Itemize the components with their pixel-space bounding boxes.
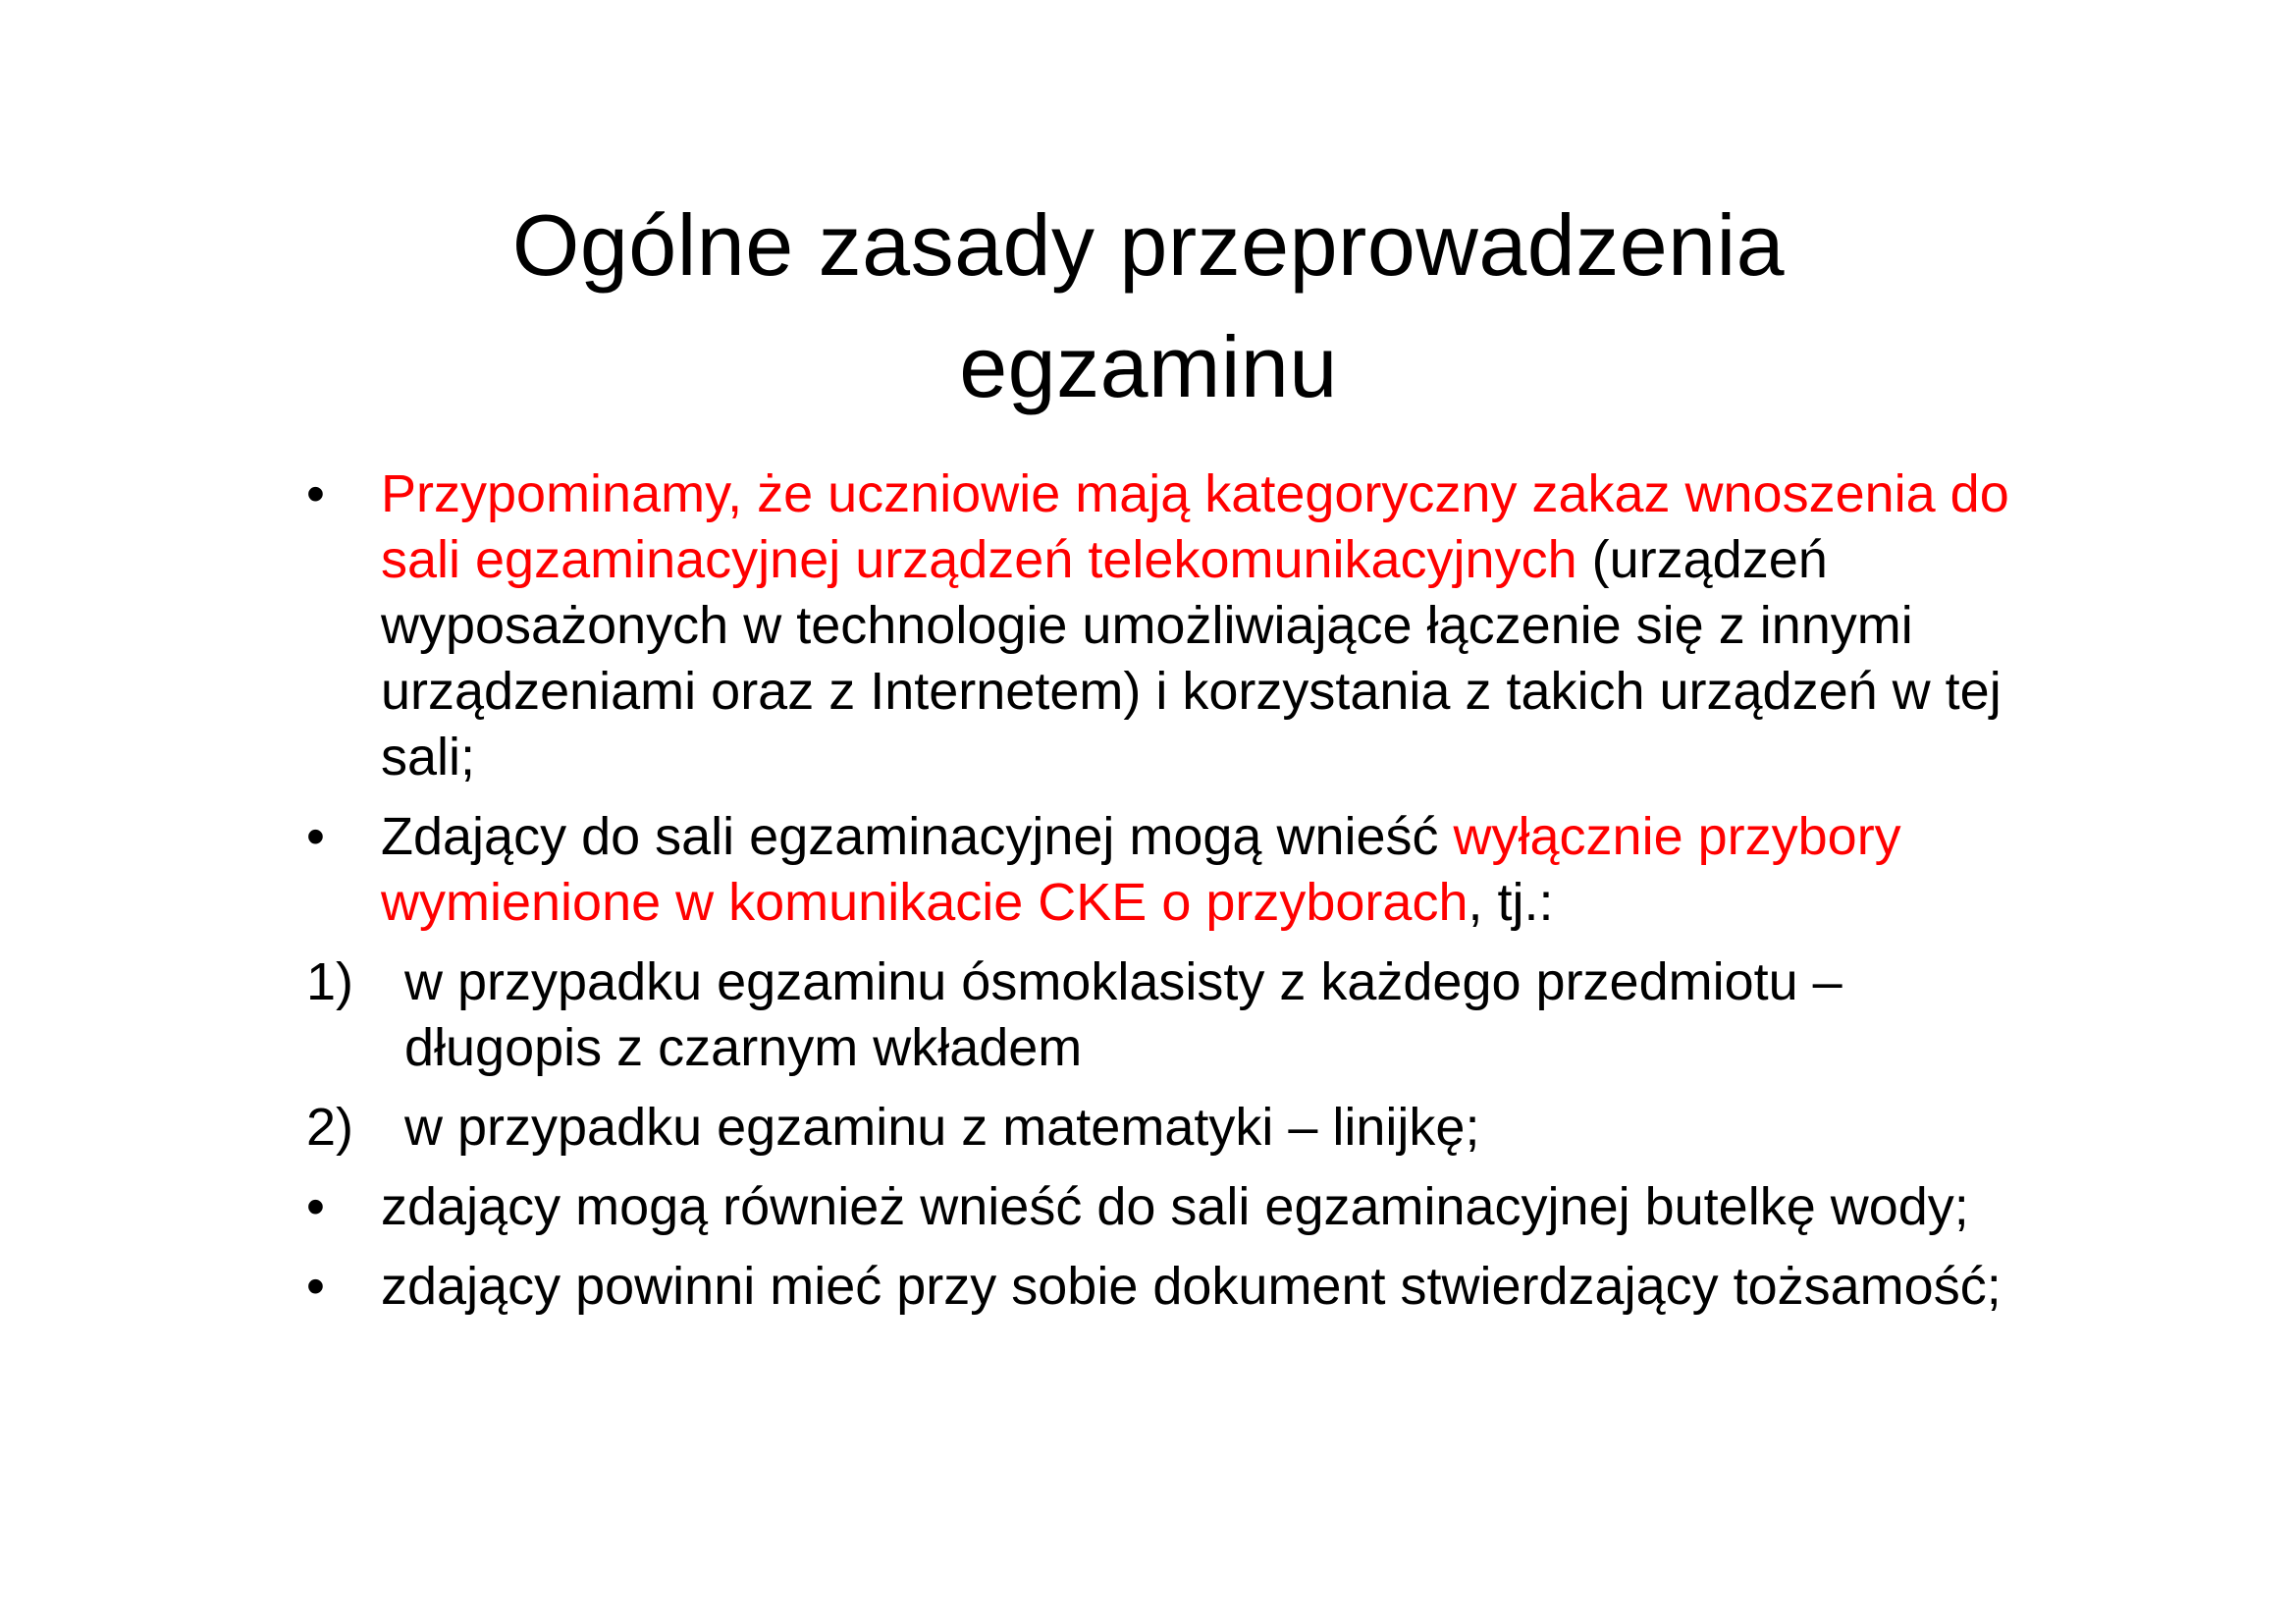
numbered-item-pen [294, 949, 2022, 1081]
number-marker: 2) [306, 1098, 354, 1157]
allowed-supplies-text-after: , tj.: [1468, 873, 1554, 932]
bullet-marker: • [306, 807, 325, 866]
bullet-item-allowed-supplies [294, 804, 2022, 936]
device-ban-highlight: Przypominamy, że uczniowie mają kategoryczny zakaz wnoszenia do sali egzaminacyjnej urządzeń telekomunikacyjnych [381, 464, 2009, 589]
allowed-supplies-text-before: Zdający do sali egzaminacyjnej mogą wnieść [381, 807, 1454, 866]
number-marker: 1) [306, 952, 354, 1011]
bullet-item-text: zdający powinni mieć przy sobie dokument stwierdzający tożsamość; [381, 1257, 2002, 1316]
bullet-marker: • [306, 1177, 325, 1236]
bullet-marker: • [306, 464, 325, 523]
numbered-item-text: w przypadku egzaminu z matematyki – linijkę; [404, 1098, 1480, 1157]
numbered-item-ruler [294, 1095, 2022, 1161]
bullet-item-device-ban [294, 461, 2022, 790]
device-ban-text: (urządzeń wyposażonych w technologie umożliwiające łączenie się z innymi urządzeniami oraz z Internetem) i korzystania z takich urządzeń w tej sali; [381, 530, 2002, 786]
bullet-item-id-document [294, 1254, 2022, 1320]
slide-title [461, 185, 1836, 428]
slide-title-line-2: egzaminu [959, 318, 1338, 415]
bullet-item-water [294, 1174, 2022, 1240]
slide-title-line-1: Ogólne zasady przeprowadzenia [511, 196, 1786, 294]
allowed-supplies-highlight: wyłącznie przybory wymienione w komunikacie CKE o przyborach [381, 807, 1901, 932]
bullet-item-text: zdający mogą również wnieść do sali egzaminacyjnej butelkę wody; [381, 1177, 1969, 1236]
numbered-item-text: w przypadku egzaminu ósmoklasisty z każdego przedmiotu – długopis z czarnym wkładem [404, 952, 1842, 1077]
bullet-marker: • [306, 1257, 325, 1316]
slide-content [294, 461, 2022, 1333]
